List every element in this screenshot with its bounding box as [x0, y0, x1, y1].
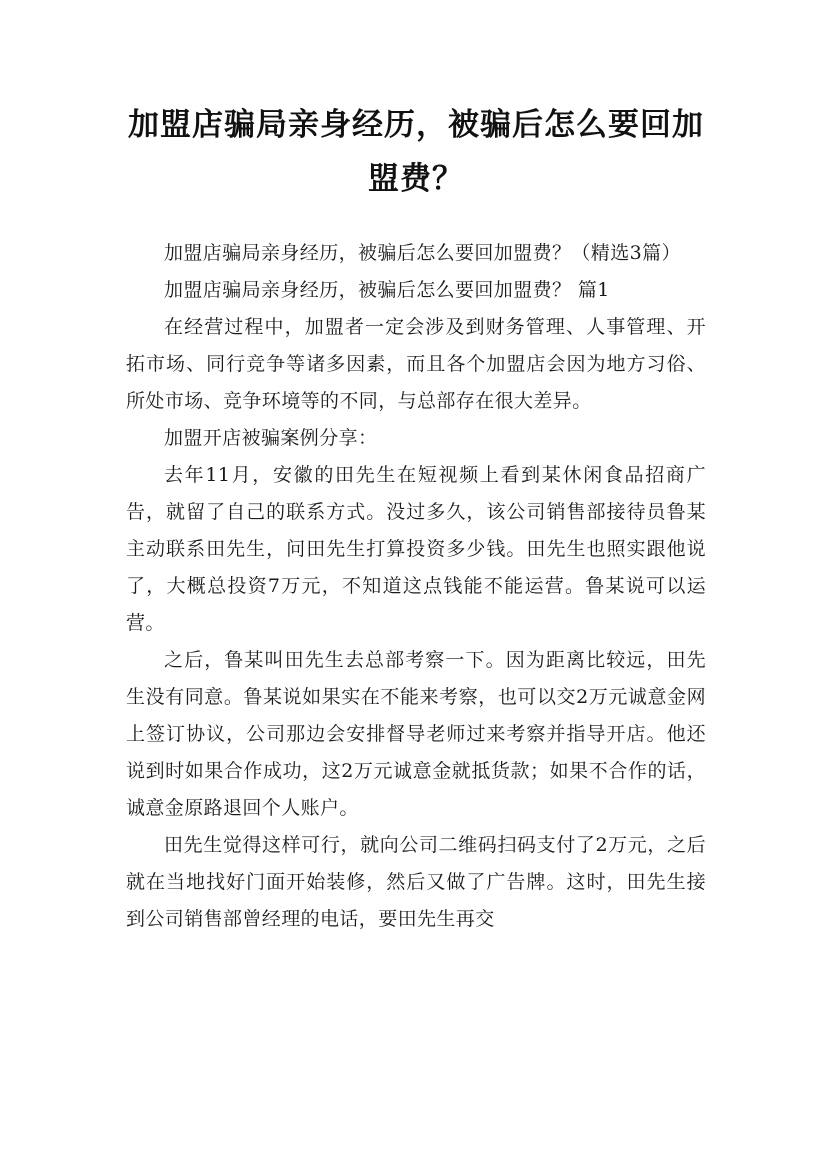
paragraph: 在经营过程中，加盟者一定会涉及到财务管理、人事管理、开拓市场、同行竞争等诸多因素，而且各个加盟店会因为地方习俗、所处市场、竞争环境等的不同，与总部存在很大差异。 [126, 316, 706, 412]
paragraph: 去年11月，安徽的田先生在短视频上看到某休闲食品招商广告，就留了自己的联系方式。没过多久，该公司销售部接待员鲁某主动联系田先生，问田先生打算投资多少钱。田先生也照实跟他说了，大概总投资7万元，不知道这点钱能不能运营。鲁某说可以运营。 [126, 464, 706, 634]
paragraph-section-heading: 加盟店骗局亲身经历，被骗后怎么要回加盟费？ 篇1 [164, 279, 610, 301]
paragraph: 田先生觉得这样可行，就向公司二维码扫码支付了2万元，之后就在当地找好门面开始装修，然后又做了广告牌。这时，田先生接到公司销售部曾经理的电话，要田先生再交 [126, 834, 706, 930]
paragraph-subtitle: 加盟店骗局亲身经历，被骗后怎么要回加盟费？（精选3篇） [164, 242, 681, 264]
document-body [126, 235, 706, 938]
paragraph-case-heading: 加盟开店被骗案例分享： [164, 427, 378, 449]
paragraph: 之后，鲁某叫田先生去总部考察一下。因为距离比较远，田先生没有同意。鲁某说如果实在不能来考察，也可以交2万元诚意金网上签订协议，公司那边会安排督导老师过来考察并指导开店。他还说到时如果合作成功，这2万元诚意金就抵货款；如果不合作的话，诚意金原路退回个人账户。 [126, 649, 706, 819]
document-title: 加盟店骗局亲身经历，被骗后怎么要回加盟费？ [128, 107, 704, 197]
